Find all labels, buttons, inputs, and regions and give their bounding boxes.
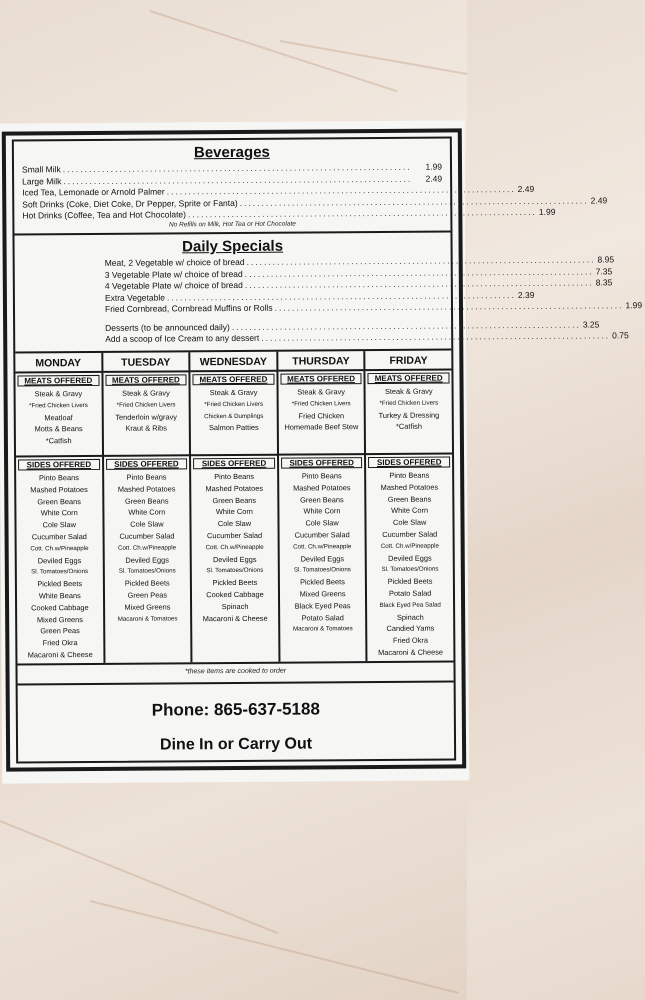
beverages-list bbox=[21, 161, 608, 222]
side-item: White Beans bbox=[38, 591, 81, 601]
day-column-thursday bbox=[278, 351, 368, 662]
side-item: Black Eyed Pea Salad bbox=[379, 601, 441, 609]
meat-item: Steak & Gravy bbox=[384, 386, 433, 396]
side-item: Cole Slaw bbox=[42, 520, 76, 530]
item-price: 2.39 bbox=[517, 289, 535, 300]
side-item: Cole Slaw bbox=[305, 518, 339, 528]
dot-leader: ................................................................................ bbox=[187, 206, 537, 220]
menu-sheet bbox=[0, 120, 643, 783]
meat-item: Steak & Gravy bbox=[122, 388, 170, 398]
meat-item: Motts & Beans bbox=[34, 424, 83, 434]
meats-block bbox=[15, 375, 101, 458]
item-name: 4 Vegetable Plate w/ choice of bread bbox=[104, 279, 243, 291]
side-item: Mixed Greens bbox=[36, 614, 83, 624]
side-item: Macaroni & Cheese bbox=[27, 649, 93, 660]
item-name: Hot Drinks (Coffee, Tea and Hot Chocolate) bbox=[22, 209, 187, 221]
side-item: Pickled Beets bbox=[124, 578, 170, 588]
meat-item: *Fried Chicken Livers bbox=[29, 401, 88, 410]
item-name: Small Milk bbox=[21, 164, 61, 175]
dot-leader: ................................................................................ bbox=[244, 277, 594, 290]
day-heading: FRIDAY bbox=[366, 350, 452, 371]
item-price: 8.35 bbox=[595, 277, 613, 288]
side-item: Macaroni & Tomatoes bbox=[117, 614, 178, 623]
meat-item: Steak & Gravy bbox=[297, 387, 346, 397]
side-item: Mashed Potatoes bbox=[293, 482, 351, 493]
side-item: Cucumber Salad bbox=[31, 532, 87, 542]
meats-block bbox=[103, 374, 189, 457]
side-item: White Corn bbox=[215, 507, 253, 517]
side-item: Sl. Tomatoes/Onions bbox=[31, 568, 89, 576]
item-price: 3.25 bbox=[582, 318, 600, 330]
day-column-wednesday bbox=[190, 352, 280, 663]
side-item: Potato Salad bbox=[388, 588, 432, 598]
side-item: Cott. Ch.w/Pineapple bbox=[205, 543, 264, 551]
beverages-note: No Refills on Milk, Hot Tea or Hot Chocolate bbox=[168, 220, 296, 228]
side-item: Pinto Beans bbox=[301, 471, 342, 481]
side-item: Sl. Tomatoes/Onions bbox=[206, 567, 264, 575]
meats-offered-label: MEATS OFFERED bbox=[105, 374, 187, 386]
side-item: Fried Okra bbox=[42, 638, 78, 648]
beverages-section bbox=[14, 142, 608, 229]
side-item: Candied Yams bbox=[386, 623, 435, 634]
item-name: Iced Tea, Lemonade or Arnold Palmer bbox=[22, 186, 165, 198]
side-item: Cott. Ch.w/Pineapple bbox=[117, 544, 177, 552]
day-column-tuesday bbox=[103, 352, 193, 663]
side-item: Pinto Beans bbox=[126, 472, 167, 482]
side-item: Sl. Tomatoes/Onions bbox=[118, 567, 176, 576]
side-item: Green Beans bbox=[212, 495, 257, 505]
meats-block bbox=[366, 372, 452, 455]
meat-item: Turkey & Dressing bbox=[378, 410, 440, 420]
item-name: Desserts (to be announced daily) bbox=[105, 321, 230, 333]
meat-item: Steak & Gravy bbox=[34, 389, 83, 399]
menu-inner-frame bbox=[12, 136, 643, 763]
side-item: Macaroni & Cheese bbox=[378, 647, 444, 657]
day-heading: TUESDAY bbox=[103, 352, 189, 373]
meat-item: Homemade Beef Stew bbox=[284, 422, 359, 433]
meat-item: *Fried Chicken Livers bbox=[116, 401, 176, 409]
day-column-monday bbox=[15, 353, 105, 664]
dot-leader: ................................................................................ bbox=[231, 319, 581, 332]
sides-block bbox=[366, 456, 453, 658]
divider bbox=[14, 230, 450, 235]
meat-item: Salmon Patties bbox=[208, 423, 259, 433]
dot-leader: ................................................................................ bbox=[239, 195, 589, 208]
side-item: Cooked Cabbage bbox=[206, 589, 264, 600]
side-item: Macaroni & Cheese bbox=[202, 613, 268, 623]
meats-block bbox=[278, 373, 364, 456]
sides-offered-label: SIDES OFFERED bbox=[368, 456, 450, 468]
side-item: Green Beans bbox=[300, 494, 344, 505]
side-item: Cott. Ch.w/Pineapple bbox=[30, 544, 89, 553]
dine-in-carry-out: Dine In or Carry Out bbox=[159, 735, 313, 754]
side-item: Mixed Greens bbox=[299, 589, 346, 599]
side-item: Cooked Cabbage bbox=[31, 602, 89, 613]
dot-leader: ................................................................................ bbox=[166, 289, 516, 302]
menu-frame bbox=[2, 128, 643, 771]
side-item: Deviled Eggs bbox=[212, 554, 257, 564]
marble-vein bbox=[280, 40, 467, 75]
side-item: Pickled Beets bbox=[387, 576, 433, 587]
item-name: Fried Cornbread, Cornbread Muffins or Rolls bbox=[104, 302, 273, 314]
dot-leader: ................................................................................ bbox=[244, 265, 594, 279]
meat-item: *Catfish bbox=[396, 422, 422, 432]
dot-leader: ................................................................................ bbox=[166, 184, 516, 197]
sides-offered-label: SIDES OFFERED bbox=[281, 457, 363, 469]
side-item: Cole Slaw bbox=[130, 519, 164, 529]
side-item: Deviled Eggs bbox=[300, 553, 345, 564]
specials-heading: Daily Specials bbox=[182, 237, 284, 256]
side-item: Spinach bbox=[221, 601, 249, 611]
side-item: Mashed Potatoes bbox=[30, 484, 88, 495]
meats-offered-label: MEATS OFFERED bbox=[368, 372, 450, 384]
meat-item: Chicken & Dumplings bbox=[204, 412, 264, 420]
side-item: Pickled Beets bbox=[300, 577, 345, 587]
item-name: Large Milk bbox=[22, 175, 62, 186]
side-item: Cole Slaw bbox=[392, 517, 427, 528]
meat-item: Meatloaf bbox=[44, 412, 73, 422]
item-price: 7.35 bbox=[595, 265, 613, 276]
day-column-friday bbox=[366, 350, 454, 661]
divider bbox=[18, 680, 454, 685]
side-item: Pinto Beans bbox=[39, 473, 79, 483]
sides-block bbox=[191, 458, 278, 625]
side-item: White Corn bbox=[128, 507, 166, 518]
dot-leader: ................................................................................ bbox=[63, 173, 413, 186]
day-heading: THURSDAY bbox=[278, 351, 364, 372]
item-name: Meat, 2 Vegetable w/ choice of bread bbox=[104, 256, 245, 268]
side-item: Macaroni & Tomatoes bbox=[292, 625, 353, 633]
side-item: Black Eyed Peas bbox=[294, 600, 351, 611]
sides-block bbox=[279, 457, 366, 636]
side-item: White Corn bbox=[40, 508, 78, 518]
menu-line bbox=[105, 330, 629, 346]
side-item: Mixed Greens bbox=[124, 602, 171, 612]
side-item: Deviled Eggs bbox=[388, 553, 432, 563]
side-item: Mashed Potatoes bbox=[380, 482, 439, 492]
marble-vein bbox=[150, 10, 398, 92]
side-item: White Corn bbox=[303, 506, 341, 516]
item-price: 1.99 bbox=[625, 300, 643, 311]
dot-leader: ................................................................................ bbox=[261, 330, 611, 343]
side-item: White Corn bbox=[391, 506, 429, 516]
side-item: Green Beans bbox=[387, 494, 432, 504]
side-item: Mashed Potatoes bbox=[117, 484, 176, 494]
item-price: 1.99 bbox=[425, 161, 443, 172]
dot-leader: ................................................................................ bbox=[274, 300, 624, 313]
item-price: 2.49 bbox=[425, 173, 443, 184]
cooked-note-section bbox=[18, 666, 454, 676]
side-item: Cucumber Salad bbox=[207, 530, 263, 541]
marble-vein bbox=[0, 820, 279, 934]
dot-leader: ................................................................................ bbox=[246, 254, 596, 267]
meats-offered-label: MEATS OFFERED bbox=[280, 373, 362, 385]
meat-item: *Fried Chicken Livers bbox=[204, 400, 264, 408]
meats-block bbox=[191, 374, 277, 457]
meat-item: Fried Chicken bbox=[298, 410, 345, 421]
meat-item: Kraut & Ribs bbox=[125, 423, 168, 434]
side-item: Deviled Eggs bbox=[37, 555, 82, 565]
marble-vein bbox=[90, 900, 459, 994]
meats-offered-label: MEATS OFFERED bbox=[17, 375, 99, 387]
side-item: Green Peas bbox=[40, 626, 80, 636]
sides-offered-label: SIDES OFFERED bbox=[18, 459, 100, 471]
side-item: Cucumber Salad bbox=[382, 529, 438, 539]
side-item: Green Beans bbox=[124, 496, 169, 506]
specials-section bbox=[15, 236, 643, 346]
meat-item: *Fried Chicken Livers bbox=[291, 399, 351, 408]
item-name: 3 Vegetable Plate w/ choice of bread bbox=[104, 268, 243, 280]
meat-item: Steak & Gravy bbox=[209, 387, 258, 398]
sides-block bbox=[104, 458, 191, 625]
meats-offered-label: MEATS OFFERED bbox=[193, 374, 275, 386]
specials-list bbox=[104, 254, 643, 316]
side-item: Pickled Beets bbox=[212, 578, 258, 588]
side-item: Green Beans bbox=[37, 496, 81, 506]
item-price: 1.99 bbox=[538, 206, 556, 217]
cooked-to-order-note: *these items are cooked to order bbox=[184, 667, 287, 676]
side-item: Sl. Tomatoes/Onions bbox=[293, 566, 351, 574]
side-item: Cucumber Salad bbox=[294, 530, 350, 540]
dot-leader: ................................................................................ bbox=[62, 161, 412, 175]
item-name: Soft Drinks (Coke, Diet Coke, Dr Pepper, Sprite or Fanta) bbox=[22, 197, 238, 209]
item-price: 0.75 bbox=[612, 330, 629, 341]
item-price: 2.49 bbox=[517, 183, 535, 195]
day-heading: WEDNESDAY bbox=[190, 352, 276, 373]
sides-offered-label: SIDES OFFERED bbox=[106, 458, 188, 470]
item-price: 2.49 bbox=[590, 194, 608, 206]
side-item: Cucumber Salad bbox=[119, 531, 175, 541]
phone-number: Phone: 865-637-5188 bbox=[151, 699, 320, 720]
side-item: Potato Salad bbox=[301, 612, 344, 623]
side-item: Pinto Beans bbox=[214, 471, 255, 482]
menu-line bbox=[104, 300, 643, 316]
side-item: Cott. Ch.w/Pineapple bbox=[293, 542, 352, 551]
day-heading: MONDAY bbox=[15, 353, 101, 374]
side-item: Fried Okra bbox=[392, 635, 428, 646]
contact-section bbox=[18, 698, 454, 755]
side-item: Cott. Ch.w/Pineapple bbox=[380, 542, 439, 550]
side-item: Cole Slaw bbox=[217, 519, 252, 529]
sides-offered-label: SIDES OFFERED bbox=[193, 458, 275, 470]
item-name: Add a scoop of Ice Cream to any dessert bbox=[105, 332, 260, 344]
meat-item: Tenderloin w/gravy bbox=[115, 411, 177, 422]
meat-item: *Catfish bbox=[45, 436, 72, 446]
beverages-heading: Beverages bbox=[193, 143, 270, 162]
meat-item: *Fried Chicken Livers bbox=[379, 399, 439, 407]
side-item: Pinto Beans bbox=[389, 470, 430, 480]
sides-block bbox=[16, 459, 103, 661]
desserts-list bbox=[105, 318, 629, 345]
item-price: 8.95 bbox=[597, 254, 615, 265]
side-item: Mashed Potatoes bbox=[205, 483, 264, 493]
item-name: Extra Vegetable bbox=[104, 291, 165, 303]
side-item: Deviled Eggs bbox=[125, 555, 169, 565]
side-item: Sl. Tomatoes/Onions bbox=[381, 565, 439, 574]
side-item: Pickled Beets bbox=[37, 579, 83, 589]
days-table bbox=[15, 350, 453, 663]
side-item: Green Peas bbox=[127, 590, 168, 600]
side-item: Spinach bbox=[396, 612, 424, 622]
